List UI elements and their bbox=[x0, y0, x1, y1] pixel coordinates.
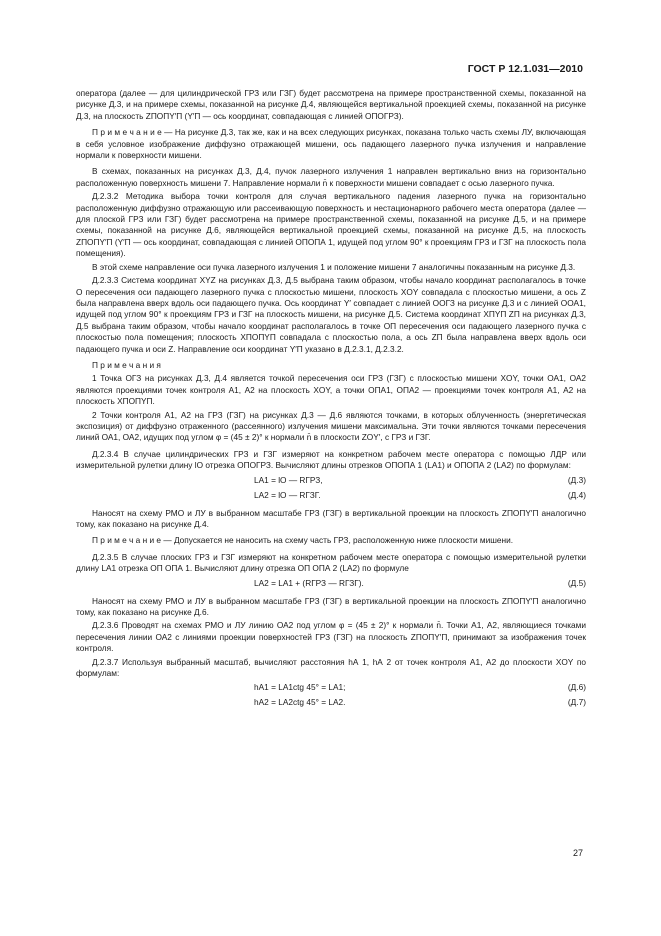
section-d2-3-2: Д.2.3.2 Методика выбора точки контроля для случая вертикального падения лазерного пучка на горизонтально расположенную диффузно отражающую или рассеивающую поверхность и нестационарного рабочего места оператора (далее — для плоской ГРЗ или ГЗГ) будет рассмотрена на примере пространственной схемы, показанной на рисунке Д.5, и на примере схемы, показанной на рисунке Д.6, являющейся вертикальной проекцией схемы, показанной на рисунке Д.5, на плоскость ZПОПY′П (Y′П — ось координат, совпадающая с линией ОПОПА 1, идущей под углом 90° к проекциям ГРЗ и ГЗГ на плоскость пола помещения). bbox=[76, 191, 586, 259]
paragraph: В этой схеме направление оси пучка лазерного излучения 1 и положение мишени 7 аналогичны показанным на рисунке Д.3. bbox=[92, 261, 576, 272]
formula-number: (Д.3) bbox=[567, 474, 586, 485]
paragraph: Наносят на схему РМО и ЛУ в выбранном масштабе ГРЗ (ГЗГ) в вертикальной проекции на плоскость ZПОПY′П аналогично тому, как показано на рисунке Д.6. bbox=[76, 595, 586, 618]
formula-expression: LА2 = lО — RГЗГ. bbox=[254, 489, 321, 500]
formula-number: (Д.7) bbox=[567, 697, 586, 708]
formula-expression: hА1 = LА1ctg 45° = LА1; bbox=[254, 682, 346, 693]
formula-expression: hА2 = LА2ctg 45° = LА2. bbox=[254, 697, 346, 708]
formula-number: (Д.5) bbox=[567, 577, 586, 588]
formula-d3 bbox=[76, 474, 586, 488]
formula-expression: LА2 = LА1 + (RГРЗ — RГЗГ). bbox=[254, 577, 364, 588]
section-d2-3-7: Д.2.3.7 Используя выбранный масштаб, вычисляют расстояния hА 1, hА 2 от точек контроля А1, А2 до плоскости XOY по формулам: bbox=[76, 656, 586, 679]
page-header-title: ГОСТ Р 12.1.031—2010 bbox=[467, 63, 583, 75]
formula-d5 bbox=[76, 577, 586, 591]
note-item-1: 1 Точка ОГЗ на рисунках Д.3, Д.4 является точкой пересечения оси ГРЗ (ГЗГ) с плоскостью мишени XOY, точки ОА1, ОА2 являются проекциями точек контроля А1, А2 на плоскость XOY, а точки ОПА1, ОПА2 — проекциями точек контроля А1, А2 на плоскость XПОПYП. bbox=[76, 373, 586, 407]
formula-number: (Д.4) bbox=[567, 489, 586, 500]
paragraph: В схемах, показанных на рисунках Д.3, Д.4, пучок лазерного излучения 1 направлен вертикально вниз на горизонтально расположенную поверхность мишени 7. Направление нормали n̄ к поверхности мишени совпадает с осью лазерного пучка. bbox=[76, 166, 586, 188]
section-d2-3-3: Д.2.3.3 Система координат XYZ на рисунках Д.3, Д.5 выбрана таким образом, чтобы начало координат располагалось в точке О пересечения оси падающего лазерного пучка с плоскостью мишени, плоскость XOY совпадала с плоскостью мишени, а ось Z была направлена вверх вдоль оси падающего пучка. Ось координат Y′ совпадает с линией ООГЗ на рисунке Д.3 и с линией ООА1, идущей под углом 90° к проекциям ГРЗ и ГЗГ на плоскость мишени, на рисунке Д.5. Система координат XПYП ZП на рисунках Д.3, Д.5 выбрана таким образом, чтобы начало координат располагалось в точке ОП пересечения оси падающего лазерного пучка с плоскостью пола помещения; плоскость XПОПYП совпадала с плоскостью пола, а ось ZП была направлена вверх вдоль оси падающего пучка и оси Z. Направление оси координат Y′П указано в Д.2.3.1, Д.2.3.2. bbox=[76, 275, 586, 354]
formula-d7 bbox=[76, 696, 586, 710]
note-paragraph: П р и м е ч а н и е — Допускается не наносить на схему часть ГРЗ, расположенную ниже плоскости мишени. bbox=[92, 535, 514, 546]
note-paragraph: П р и м е ч а н и е — На рисунке Д.3, так же, как и на всех следующих рисунках, показана только часть схемы ЛУ, включающая в себя условное изображение диффузно отражающей мишени, ось падающего лазерного пучка излучения и направление нормали к поверхности мишени. bbox=[76, 127, 586, 161]
formula-d4 bbox=[76, 489, 586, 503]
formula-expression: LА1 = lО — RГРЗ, bbox=[254, 474, 323, 485]
formula-d6 bbox=[76, 681, 586, 695]
note-item-2: 2 Точки контроля А1, А2 на ГРЗ (ГЗГ) на рисунках Д.3 — Д.6 являются точками, в которых облученность (энергетическая экспозиция) от диффузно отраженного (рассеянного) излучения мишени максимальна. Эти точки являются точками пересечения линий ОА1, ОА2, идущих под углом φ = (45 ± 2)° к нормали n̄ в плоскости ZOY′, с ГРЗ и ГЗГ. bbox=[76, 409, 586, 443]
section-d2-3-4: Д.2.3.4 В случае цилиндрических ГРЗ и ГЗГ измеряют на конкретном рабочем месте оператора с помощью ЛДР или измерительной рулетки длину lО отрезка ОПОГРЗ. Вычисляют длины отрезков ОПОПА 1 (LА1) и ОПОПА 2 (LА2) по формулам: bbox=[76, 448, 586, 471]
paragraph: оператора (далее — для цилиндрической ГРЗ или ГЗГ) будет рассмотрена на примере пространственной схемы, показанной на рисунке Д.3, и на примере схемы, показанной на рисунке Д.4, являющейся вертикальной проекцией схемы, показанной на рисунке Д.3, на плоскость ZПОПY′П (Y′П — ось координат, совпадающая с линией ОПОГРЗ). bbox=[76, 88, 586, 121]
page-number: 27 bbox=[572, 848, 583, 858]
formula-number: (Д.6) bbox=[567, 682, 586, 693]
paragraph: Наносят на схему РМО и ЛУ в выбранном масштабе ГРЗ (ГЗГ) в вертикальной проекции на плоскость ZПОПY′П аналогично тому, как показано на рисунке Д.4. bbox=[76, 507, 586, 529]
section-d2-3-6: Д.2.3.6 Проводят на схемах РМО и ЛУ линию ОА2 под углом φ = (45 ± 2)° к нормали n̄. Точки А1, А2, являющиеся точками пересечения линии ОА2 с линиями проекции поверхностей ГРЗ (ГЗГ) на плоскость ZПОПY′П, принимают за изображения точек контроля. bbox=[76, 620, 586, 654]
section-d2-3-5: Д.2.3.5 В случае плоских ГРЗ и ГЗГ измеряют на конкретном рабочем месте оператора с помощью измерительной рулетки длину LА1 отрезка ОП ОПА 1. Вычисляют длину отрезка ОП ОПА 2 (LА2) по формуле bbox=[76, 551, 586, 574]
notes-heading: П р и м е ч а н и я bbox=[92, 359, 161, 370]
page-content bbox=[76, 88, 586, 711]
